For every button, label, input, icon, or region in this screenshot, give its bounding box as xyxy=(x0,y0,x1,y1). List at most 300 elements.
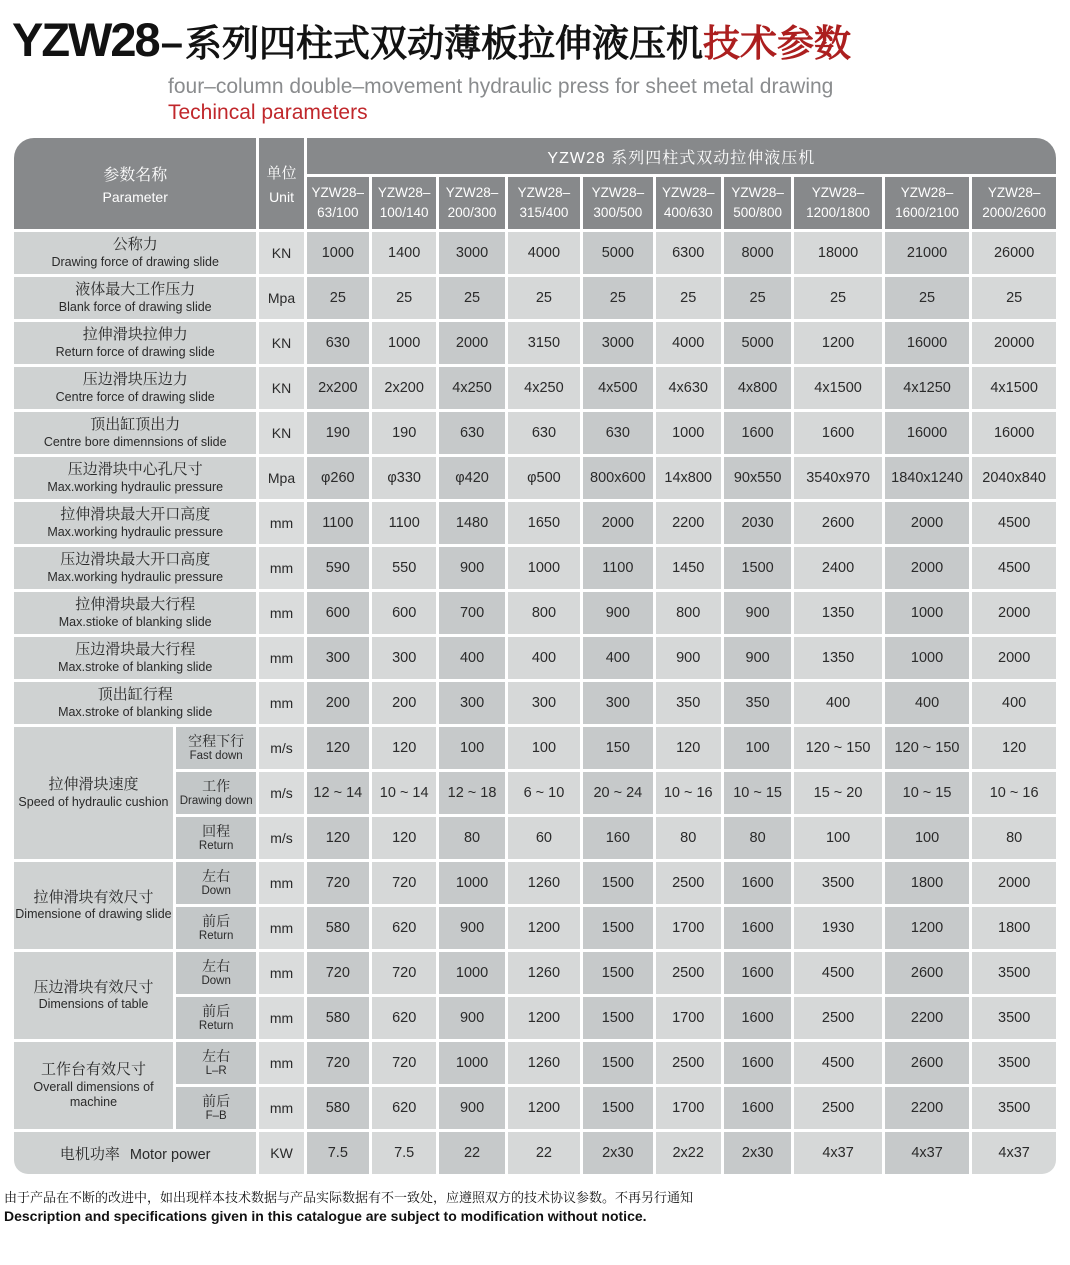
value-cell: 4500 xyxy=(972,547,1056,589)
value-cell: 4x37 xyxy=(885,1132,969,1174)
unit-cell: mm xyxy=(259,547,303,589)
value-cell: 80 xyxy=(656,817,721,859)
value-cell: 25 xyxy=(307,277,369,319)
model-column-header: YZW28– 400/630 xyxy=(656,177,721,229)
footer-note-cn: 由于产品在不断的改进中，如出现样本技术数据与产品实际数据有不一致处，应遵照双方的技术协议参数。不再另行通知 xyxy=(4,1190,694,1205)
value-cell: 25 xyxy=(885,277,969,319)
value-cell: 150 xyxy=(583,727,652,769)
value-cell: 800 xyxy=(656,592,721,634)
model-column-header: YZW28– 1600/2100 xyxy=(885,177,969,229)
subtitle-english: four–column double–movement hydraulic press for sheet metal drawing xyxy=(168,75,834,98)
param-label: 公称力 Drawing force of drawing slide xyxy=(14,232,256,274)
param-sub-label: 左右 Down xyxy=(176,952,256,994)
value-cell: 10 ~ 16 xyxy=(656,772,721,814)
value-cell: 25 xyxy=(656,277,721,319)
param-sub-label: 回程 Return xyxy=(176,817,256,859)
value-cell: 1700 xyxy=(656,997,721,1039)
value-cell: 600 xyxy=(372,592,436,634)
unit-cell: KN xyxy=(259,412,303,454)
value-cell: 1000 xyxy=(885,592,969,634)
param-label: 液体最大工作压力 Blank force of drawing slide xyxy=(14,277,256,319)
value-cell: 80 xyxy=(439,817,504,859)
table-row xyxy=(14,547,1056,589)
model-column-header: YZW28– 500/800 xyxy=(724,177,791,229)
value-cell: 18000 xyxy=(794,232,882,274)
model-column-header: YZW28– 200/300 xyxy=(439,177,504,229)
value-cell: 60 xyxy=(508,817,580,859)
value-cell: 630 xyxy=(508,412,580,454)
value-cell: 120 ~ 150 xyxy=(794,727,882,769)
unit-cell: mm xyxy=(259,682,303,724)
unit-header-cn: 单位 xyxy=(266,165,297,182)
param-sub-label: 前后 F–B xyxy=(176,1087,256,1129)
model-column-header: YZW28– 1200/1800 xyxy=(794,177,882,229)
unit-cell: m/s xyxy=(259,727,303,769)
value-cell: 1000 xyxy=(656,412,721,454)
value-cell: 4x800 xyxy=(724,367,791,409)
header-row-series xyxy=(14,138,1056,174)
param-sub-label: 空程下行 Fast down xyxy=(176,727,256,769)
value-cell: 900 xyxy=(439,1087,504,1129)
value-cell: 1700 xyxy=(656,907,721,949)
value-cell: 1200 xyxy=(508,997,580,1039)
value-cell: 1500 xyxy=(583,952,652,994)
value-cell: 2000 xyxy=(583,502,652,544)
value-cell: 1500 xyxy=(583,997,652,1039)
value-cell: 2x200 xyxy=(307,367,369,409)
value-cell: 1260 xyxy=(508,1042,580,1084)
value-cell: 26000 xyxy=(972,232,1056,274)
value-cell: 1200 xyxy=(885,907,969,949)
value-cell: 2000 xyxy=(972,637,1056,679)
value-cell: 5000 xyxy=(724,322,791,364)
value-cell: 2500 xyxy=(656,1042,721,1084)
value-cell: 1000 xyxy=(439,952,504,994)
table-row xyxy=(14,1042,1056,1084)
value-cell: 8000 xyxy=(724,232,791,274)
value-cell: 6300 xyxy=(656,232,721,274)
param-sub-label: 左右 L–R xyxy=(176,1042,256,1084)
value-cell: 400 xyxy=(583,637,652,679)
param-label: 电机功率 Motor power xyxy=(14,1132,256,1174)
value-cell: 4x37 xyxy=(794,1132,882,1174)
param-label: 拉伸滑块最大行程 Max.stioke of blanking slide xyxy=(14,592,256,634)
value-cell: 400 xyxy=(972,682,1056,724)
value-cell: 2030 xyxy=(724,502,791,544)
table-row xyxy=(14,367,1056,409)
value-cell: 120 xyxy=(972,727,1056,769)
unit-cell: mm xyxy=(259,592,303,634)
value-cell: 4000 xyxy=(656,322,721,364)
value-cell: 1450 xyxy=(656,547,721,589)
table-row xyxy=(14,322,1056,364)
unit-cell: m/s xyxy=(259,817,303,859)
value-cell: 25 xyxy=(583,277,652,319)
value-cell: 1600 xyxy=(724,907,791,949)
value-cell: 900 xyxy=(656,637,721,679)
value-cell: 4x500 xyxy=(583,367,652,409)
value-cell: 1200 xyxy=(508,907,580,949)
value-cell: 3000 xyxy=(439,232,504,274)
param-label: 拉伸滑块拉伸力 Return force of drawing slide xyxy=(14,322,256,364)
value-cell: 1600 xyxy=(724,997,791,1039)
value-cell: 3500 xyxy=(972,952,1056,994)
table-row xyxy=(14,862,1056,904)
value-cell: 580 xyxy=(307,1087,369,1129)
param-label: 顶出缸行程 Max.stroke of blanking slide xyxy=(14,682,256,724)
value-cell: 1800 xyxy=(885,862,969,904)
value-cell: 7.5 xyxy=(307,1132,369,1174)
unit-cell: m/s xyxy=(259,772,303,814)
value-cell: 20 ~ 24 xyxy=(583,772,652,814)
value-cell: 2x30 xyxy=(724,1132,791,1174)
value-cell: 20000 xyxy=(972,322,1056,364)
value-cell: 1600 xyxy=(724,1087,791,1129)
unit-cell: mm xyxy=(259,502,303,544)
value-cell: 300 xyxy=(508,682,580,724)
value-cell: 1930 xyxy=(794,907,882,949)
value-cell: 1000 xyxy=(372,322,436,364)
value-cell: 14x800 xyxy=(656,457,721,499)
value-cell: 3500 xyxy=(972,997,1056,1039)
param-label: 压边滑块压边力 Centre force of drawing slide xyxy=(14,367,256,409)
page-title xyxy=(0,6,1070,67)
value-cell: 25 xyxy=(508,277,580,319)
unit-cell: mm xyxy=(259,907,303,949)
table-row xyxy=(14,1132,1056,1174)
value-cell: 4000 xyxy=(508,232,580,274)
value-cell: 900 xyxy=(439,997,504,1039)
value-cell: 300 xyxy=(439,682,504,724)
value-cell: 1000 xyxy=(439,1042,504,1084)
value-cell: 25 xyxy=(724,277,791,319)
value-cell: 120 ~ 150 xyxy=(885,727,969,769)
value-cell: 120 xyxy=(372,817,436,859)
value-cell: 1800 xyxy=(972,907,1056,949)
value-cell: 300 xyxy=(372,637,436,679)
value-cell: 200 xyxy=(372,682,436,724)
value-cell: 80 xyxy=(724,817,791,859)
table-row xyxy=(14,682,1056,724)
value-cell: 1500 xyxy=(583,862,652,904)
value-cell: 10 ~ 14 xyxy=(372,772,436,814)
value-cell: 720 xyxy=(307,1042,369,1084)
value-cell: 1500 xyxy=(583,1087,652,1129)
param-label: 压边滑块最大行程 Max.stroke of blanking slide xyxy=(14,637,256,679)
value-cell: 1480 xyxy=(439,502,504,544)
value-cell: 1500 xyxy=(583,907,652,949)
param-label: 压边滑块最大开口高度 Max.working hydraulic pressure xyxy=(14,547,256,589)
value-cell: 5000 xyxy=(583,232,652,274)
value-cell: 720 xyxy=(372,1042,436,1084)
subtitle-red: Techincal parameters xyxy=(168,101,368,124)
value-cell: 590 xyxy=(307,547,369,589)
value-cell: 550 xyxy=(372,547,436,589)
value-cell: 720 xyxy=(307,862,369,904)
value-cell: φ420 xyxy=(439,457,504,499)
title-model-code: YZW28 xyxy=(12,13,159,66)
value-cell: 100 xyxy=(439,727,504,769)
unit-cell: KN xyxy=(259,232,303,274)
value-cell: 2x30 xyxy=(583,1132,652,1174)
value-cell: 1500 xyxy=(724,547,791,589)
value-cell: 160 xyxy=(583,817,652,859)
value-cell: 2500 xyxy=(656,952,721,994)
value-cell: 2200 xyxy=(885,997,969,1039)
value-cell: 7.5 xyxy=(372,1132,436,1174)
value-cell: 2600 xyxy=(794,502,882,544)
value-cell: 1260 xyxy=(508,952,580,994)
value-cell: 350 xyxy=(656,682,721,724)
value-cell: 100 xyxy=(794,817,882,859)
value-cell: 10 ~ 15 xyxy=(885,772,969,814)
unit-cell: Mpa xyxy=(259,277,303,319)
value-cell: 1700 xyxy=(656,1087,721,1129)
value-cell: 10 ~ 16 xyxy=(972,772,1056,814)
value-cell: 1000 xyxy=(307,232,369,274)
value-cell: 3500 xyxy=(972,1042,1056,1084)
model-column-header: YZW28– 2000/2600 xyxy=(972,177,1056,229)
value-cell: 120 xyxy=(307,817,369,859)
unit-cell: mm xyxy=(259,862,303,904)
series-header: YZW28 系列四柱式双动拉伸液压机 xyxy=(307,138,1056,174)
value-cell: 200 xyxy=(307,682,369,724)
value-cell: 630 xyxy=(307,322,369,364)
param-group-label: 工作台有效尺寸 Overall dimensions of machine xyxy=(14,1042,173,1129)
value-cell: 120 xyxy=(656,727,721,769)
value-cell: 2500 xyxy=(656,862,721,904)
value-cell: 900 xyxy=(724,592,791,634)
model-column-header: YZW28– 315/400 xyxy=(508,177,580,229)
value-cell: 1650 xyxy=(508,502,580,544)
value-cell: 3540x970 xyxy=(794,457,882,499)
value-cell: 400 xyxy=(439,637,504,679)
value-cell: 900 xyxy=(583,592,652,634)
value-cell: 2x200 xyxy=(372,367,436,409)
value-cell: 1840x1240 xyxy=(885,457,969,499)
value-cell: 1600 xyxy=(724,952,791,994)
unit-cell: mm xyxy=(259,1042,303,1084)
table-row xyxy=(14,727,1056,769)
param-sub-label: 前后 Return xyxy=(176,907,256,949)
value-cell: 4500 xyxy=(972,502,1056,544)
value-cell: 90x550 xyxy=(724,457,791,499)
value-cell: 3500 xyxy=(794,862,882,904)
value-cell: 6 ~ 10 xyxy=(508,772,580,814)
value-cell: 700 xyxy=(439,592,504,634)
param-group-label: 拉伸滑块有效尺寸 Dimensione of drawing slide xyxy=(14,862,173,949)
value-cell: 2000 xyxy=(972,592,1056,634)
value-cell: 1260 xyxy=(508,862,580,904)
value-cell: 16000 xyxy=(885,322,969,364)
param-label: 压边滑块中心孔尺寸 Max.working hydraulic pressure xyxy=(14,457,256,499)
value-cell: 2x22 xyxy=(656,1132,721,1174)
param-sub-label: 工作 Drawing down xyxy=(176,772,256,814)
value-cell: 1600 xyxy=(724,412,791,454)
value-cell: 25 xyxy=(439,277,504,319)
value-cell: 4x1500 xyxy=(794,367,882,409)
value-cell: 400 xyxy=(794,682,882,724)
value-cell: 4x630 xyxy=(656,367,721,409)
value-cell: 800 xyxy=(508,592,580,634)
value-cell: 1350 xyxy=(794,637,882,679)
unit-column-header xyxy=(259,138,303,229)
value-cell: 3500 xyxy=(972,1087,1056,1129)
unit-cell: KW xyxy=(259,1132,303,1174)
value-cell: 2200 xyxy=(656,502,721,544)
value-cell: 1600 xyxy=(724,862,791,904)
value-cell: 620 xyxy=(372,907,436,949)
value-cell: 720 xyxy=(372,952,436,994)
value-cell: 25 xyxy=(972,277,1056,319)
table-row xyxy=(14,457,1056,499)
value-cell: φ500 xyxy=(508,457,580,499)
value-cell: 2000 xyxy=(972,862,1056,904)
title-chinese: 系列四柱式双动薄板拉伸液压机 xyxy=(184,23,703,64)
unit-cell: Mpa xyxy=(259,457,303,499)
value-cell: 4x250 xyxy=(508,367,580,409)
value-cell: 400 xyxy=(885,682,969,724)
value-cell: 4x1500 xyxy=(972,367,1056,409)
value-cell: 800x600 xyxy=(583,457,652,499)
value-cell: 1100 xyxy=(583,547,652,589)
value-cell: 4x1250 xyxy=(885,367,969,409)
value-cell: 580 xyxy=(307,907,369,949)
value-cell: 3000 xyxy=(583,322,652,364)
value-cell: 720 xyxy=(307,952,369,994)
unit-cell: mm xyxy=(259,637,303,679)
value-cell: 190 xyxy=(307,412,369,454)
value-cell: 4500 xyxy=(794,1042,882,1084)
model-column-header: YZW28– 100/140 xyxy=(372,177,436,229)
value-cell: 80 xyxy=(972,817,1056,859)
unit-cell: KN xyxy=(259,322,303,364)
footer-note xyxy=(4,1187,1070,1224)
value-cell: 4500 xyxy=(794,952,882,994)
value-cell: 580 xyxy=(307,997,369,1039)
table-row xyxy=(14,232,1056,274)
value-cell: 600 xyxy=(307,592,369,634)
value-cell: 3150 xyxy=(508,322,580,364)
param-sub-label: 前后 Return xyxy=(176,997,256,1039)
value-cell: 25 xyxy=(372,277,436,319)
value-cell: 900 xyxy=(439,907,504,949)
value-cell: 120 xyxy=(372,727,436,769)
value-cell: 1200 xyxy=(508,1087,580,1129)
unit-header-en: Unit xyxy=(269,189,294,205)
value-cell: 22 xyxy=(508,1132,580,1174)
value-cell: 2000 xyxy=(885,502,969,544)
value-cell: 12 ~ 18 xyxy=(439,772,504,814)
value-cell: 10 ~ 15 xyxy=(724,772,791,814)
value-cell: 900 xyxy=(439,547,504,589)
value-cell: 2000 xyxy=(885,547,969,589)
value-cell: 350 xyxy=(724,682,791,724)
value-cell: 100 xyxy=(508,727,580,769)
value-cell: 2040x840 xyxy=(972,457,1056,499)
value-cell: 2600 xyxy=(885,952,969,994)
model-column-header: YZW28– 63/100 xyxy=(307,177,369,229)
table-row xyxy=(14,952,1056,994)
param-label: 顶出缸顶出力 Centre bore dimennsions of slide xyxy=(14,412,256,454)
value-cell: 1600 xyxy=(724,1042,791,1084)
value-cell: 1350 xyxy=(794,592,882,634)
value-cell: φ260 xyxy=(307,457,369,499)
value-cell: 1000 xyxy=(508,547,580,589)
value-cell: 2500 xyxy=(794,997,882,1039)
table-row xyxy=(14,502,1056,544)
value-cell: 22 xyxy=(439,1132,504,1174)
param-group-label: 拉伸滑块速度 Speed of hydraulic cushion xyxy=(14,727,173,859)
value-cell: 2200 xyxy=(885,1087,969,1129)
value-cell: 16000 xyxy=(972,412,1056,454)
value-cell: 100 xyxy=(885,817,969,859)
value-cell: 1000 xyxy=(885,637,969,679)
unit-cell: KN xyxy=(259,367,303,409)
value-cell: 4x250 xyxy=(439,367,504,409)
value-cell: 400 xyxy=(508,637,580,679)
value-cell: 15 ~ 20 xyxy=(794,772,882,814)
value-cell: 2000 xyxy=(439,322,504,364)
value-cell: 100 xyxy=(724,727,791,769)
value-cell: 2500 xyxy=(794,1087,882,1129)
value-cell: 620 xyxy=(372,1087,436,1129)
value-cell: 1100 xyxy=(307,502,369,544)
value-cell: 900 xyxy=(724,637,791,679)
parameter-column-header xyxy=(14,138,256,229)
value-cell: 300 xyxy=(307,637,369,679)
value-cell: 4x37 xyxy=(972,1132,1056,1174)
table-row xyxy=(14,277,1056,319)
param-label: 拉伸滑块最大开口高度 Max.working hydraulic pressure xyxy=(14,502,256,544)
value-cell: 630 xyxy=(439,412,504,454)
unit-cell: mm xyxy=(259,997,303,1039)
model-column-header: YZW28– 300/500 xyxy=(583,177,652,229)
value-cell: 1600 xyxy=(794,412,882,454)
value-cell: 1100 xyxy=(372,502,436,544)
unit-cell: mm xyxy=(259,1087,303,1129)
value-cell: 300 xyxy=(583,682,652,724)
value-cell: 21000 xyxy=(885,232,969,274)
param-sub-label: 左右 Down xyxy=(176,862,256,904)
value-cell: φ330 xyxy=(372,457,436,499)
footer-note-en: Description and specifications given in this catalogue are subject to modification without notice. xyxy=(4,1208,647,1224)
table-row xyxy=(14,637,1056,679)
param-group-label: 压边滑块有效尺寸 Dimensions of table xyxy=(14,952,173,1039)
value-cell: 2400 xyxy=(794,547,882,589)
value-cell: 1400 xyxy=(372,232,436,274)
unit-cell: mm xyxy=(259,952,303,994)
value-cell: 2600 xyxy=(885,1042,969,1084)
value-cell: 1500 xyxy=(583,1042,652,1084)
value-cell: 120 xyxy=(307,727,369,769)
parameter-header-en: Parameter xyxy=(102,189,168,205)
value-cell: 25 xyxy=(794,277,882,319)
title-dash: – xyxy=(160,21,183,65)
value-cell: 190 xyxy=(372,412,436,454)
value-cell: 620 xyxy=(372,997,436,1039)
parameters-table xyxy=(11,135,1059,1177)
value-cell: 720 xyxy=(372,862,436,904)
table-row xyxy=(14,412,1056,454)
parameter-header-cn: 参数名称 xyxy=(103,167,168,184)
value-cell: 16000 xyxy=(885,412,969,454)
value-cell: 1200 xyxy=(794,322,882,364)
value-cell: 12 ~ 14 xyxy=(307,772,369,814)
table-row xyxy=(14,592,1056,634)
value-cell: 1000 xyxy=(439,862,504,904)
value-cell: 630 xyxy=(583,412,652,454)
